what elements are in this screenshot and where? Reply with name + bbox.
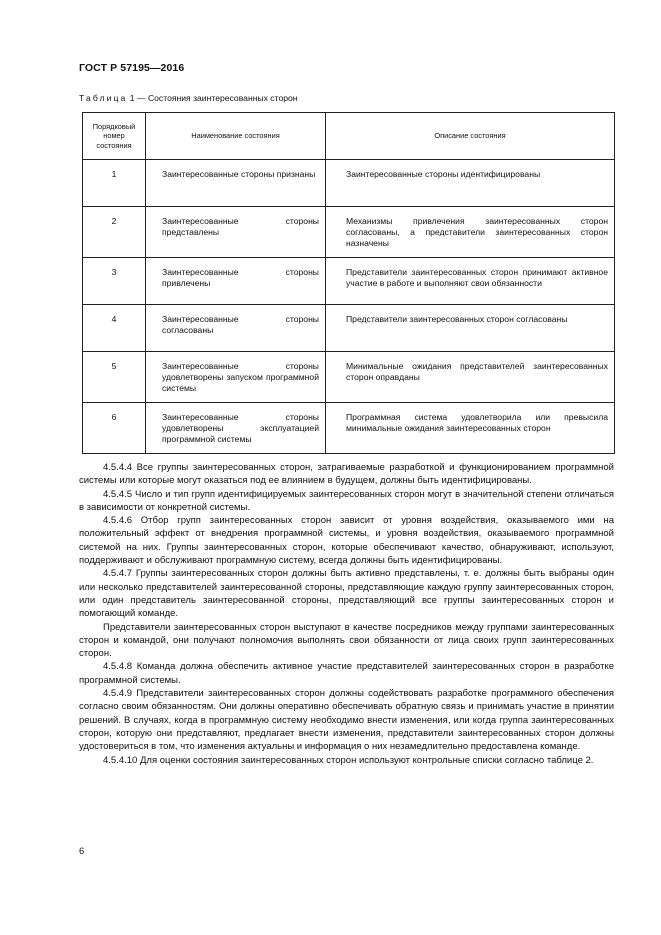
stakeholder-states-table [82, 112, 615, 454]
column-header-description: Описание состояния [326, 113, 615, 160]
column-header-name: Наименование состояния [146, 113, 326, 160]
table-caption-text: — Состояния заинтересованных сторон [136, 93, 298, 103]
body-text [79, 461, 614, 767]
paragraph: Представители заинтересованных сторон выступают в качестве посредников между группами заинтересованных сторон и командой, они получают полномочия выполнять свои обязанности от лица своих групп заинтересованных сторон. [79, 621, 614, 660]
state-description: Механизмы привлечения заинтересованных сторон согласованы, а представители заинтересованных сторон назначены [326, 207, 615, 258]
state-description: Заинтересованные стороны идентифицированы [326, 160, 615, 207]
state-description: Минимальные ожидания представителей заинтересованных сторон оправданы [326, 352, 615, 403]
state-name: Заинтересованные стороны удовлетворены запуском программной системы [146, 352, 326, 403]
table-header-row [83, 113, 615, 160]
page-number: 6 [79, 846, 85, 857]
state-name: Заинтересованные стороны привлечены [146, 258, 326, 305]
paragraph: 4.5.4.4 Все группы заинтересованных сторон, затрагиваемые разработкой и функционированием программной системы или которые могут оказаться под ее влиянием в будущем, должны быть идентифицированы. [79, 462, 614, 487]
paragraph: 4.5.4.8 Команда должна обеспечить активное участие представителей заинтересованных сторон в разработке программной системы. [79, 661, 614, 686]
state-number: 4 [83, 305, 146, 352]
paragraph: 4.5.4.7 Группы заинтересованных сторон должны быть активно представлены, т. е. должны быть выбраны один или несколько представителей заинтересованной стороны, представляющие каждую группу заинтересованных сторон, или один представитель заинтересованной стороны, представляющий все группы заинтересованных сторон и помогающий команде. [79, 568, 614, 620]
state-name: Заинтересованные стороны согласованы [146, 305, 326, 352]
state-description: Представители заинтересованных сторон принимают активное участие в работе и выполняют свои обязанности [326, 258, 615, 305]
table-caption [79, 93, 298, 103]
table-caption-number: 1 [129, 93, 135, 103]
paragraph: 4.5.4.6 Отбор групп заинтересованных сторон зависит от уровня воздействия, оказываемого ими на положительный эффект от внедрения программной системы, и уровня воздействия, оказываемого программной системой на них. Группы заинтересованных сторон, которые обеспечивают качество, обнаруживают, используют, поддерживают и обслуживают программную систему, всегда должны быть идентифицированы. [79, 515, 614, 567]
table-row [83, 207, 615, 258]
table-caption-label: Таблица [79, 93, 128, 103]
paragraph: 4.5.4.9 Представители заинтересованных сторон должны содействовать разработке программного обеспечения согласно своим обязанностям. Они должны оперативно обеспечивать обратную связь и принимать участие в принятии решений. В случаях, когда в программную систему необходимо внести изменения, или когда группа заинтересованных сторон, которую они представляют, предлагает внести изменения, представители заинтересованных сторон должны удостовериться в том, что изменения актуальны и информация о них незамедлительно предоставлена команде. [79, 688, 614, 753]
state-name: Заинтересованные стороны представлены [146, 207, 326, 258]
state-number: 2 [83, 207, 146, 258]
state-description: Программная система удовлетворила или превысила минимальные ожидания заинтересованных сторон [326, 403, 615, 454]
state-description: Представители заинтересованных сторон согласованы [326, 305, 615, 352]
state-number: 5 [83, 352, 146, 403]
table-row [83, 258, 615, 305]
column-header-number: Порядковый номер состояния [83, 113, 146, 160]
state-number: 1 [83, 160, 146, 207]
table-row [83, 160, 615, 207]
paragraph: 4.5.4.5 Число и тип групп идентифицируемых заинтересованных сторон могут в значительной степени отличаться в зависимости от конкретной системы. [79, 488, 614, 513]
paragraph: 4.5.4.10 Для оценки состояния заинтересованных сторон используют контрольные списки согласно таблице 2. [103, 754, 594, 766]
state-name: Заинтересованные стороны удовлетворены эксплуатацией программной системы [146, 403, 326, 454]
table-row [83, 403, 615, 454]
state-name: Заинтересованные стороны признаны [146, 160, 326, 207]
document-header: ГОСТ Р 57195—2016 [79, 62, 185, 74]
state-number: 6 [83, 403, 146, 454]
table-row [83, 305, 615, 352]
state-number: 3 [83, 258, 146, 305]
table-row [83, 352, 615, 403]
